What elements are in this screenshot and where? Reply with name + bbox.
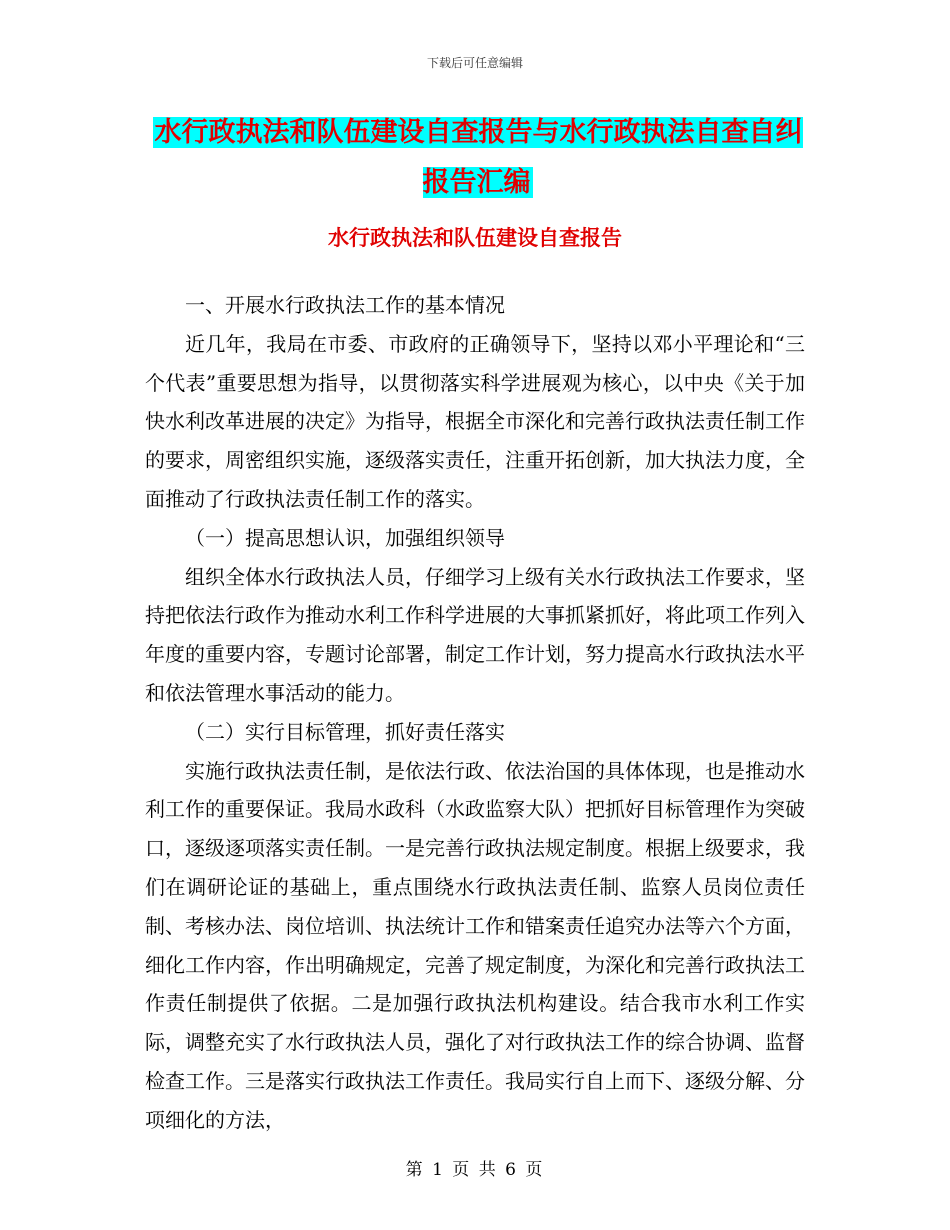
page-footer: 第 1 页 共 6 页	[405, 1160, 545, 1180]
paragraph: 组织全体水行政执法人员，仔细学习上级有关水行政执法工作要求，坚持把依法行政作为推动水利工作科学进展的大事抓紧抓好，将此项工作列入年度的重要内容，专题讨论部署，制定工作计划，努力提高水行政执法水平和依法管理水事活动的能力。	[145, 564, 805, 705]
paragraph-heading-2: （一）提高思想认识，加强组织领导	[185, 525, 505, 550]
paragraph: 近几年，我局在市委、市政府的正确领导下，坚持以邓小平理论和“三个代表”重要思想为指导，以贯彻落实科学进展观为核心，以中央《关于加快水利改革进展的决定》为指导，根据全市深化和完善行政执法责任制工作的要求，周密组织实施，逐级落实责任，注重开拓创新，加大执法力度，全面推动了行政执法责任制工作的落实。	[145, 331, 805, 511]
document-main-title	[145, 108, 810, 208]
main-title-text: 水行政执法和队伍建设自查报告与水行政执法自查自纠报告汇编	[154, 117, 803, 198]
section-title: 水行政执法和队伍建设自查报告	[328, 226, 622, 250]
document-body	[145, 286, 805, 1140]
paragraph: 实施行政执法责任制，是依法行政、依法治国的具体体现，也是推动水利工作的重要保证。我局水政科（水政监察大队）把抓好目标管理作为突破口，逐级逐项落实责任制。一是完善行政执法规定制度。根据上级要求，我们在调研论证的基础上，重点围绕水行政执法责任制、监察人员岗位责任制、考核办法、岗位培训、执法统计工作和错案责任追究办法等六个方面，细化工作内容，作出明确规定，完善了规定制度，为深化和完善行政执法工作责任制提供了依据。二是加强行政执法机构建设。结合我市水利工作实际，调整充实了水行政执法人员，强化了对行政执法工作的综合协调、监督检查工作。三是落实行政执法工作责任。我局实行自上而下、逐级分解、分项细化的方法，	[145, 758, 805, 1132]
paragraph-heading-1: 一、开展水行政执法工作的基本情况	[185, 293, 505, 317]
paragraph-heading-3: （二）实行目标管理，抓好责任落实	[185, 719, 505, 744]
header-note: 下载后可任意编辑	[426, 56, 523, 70]
